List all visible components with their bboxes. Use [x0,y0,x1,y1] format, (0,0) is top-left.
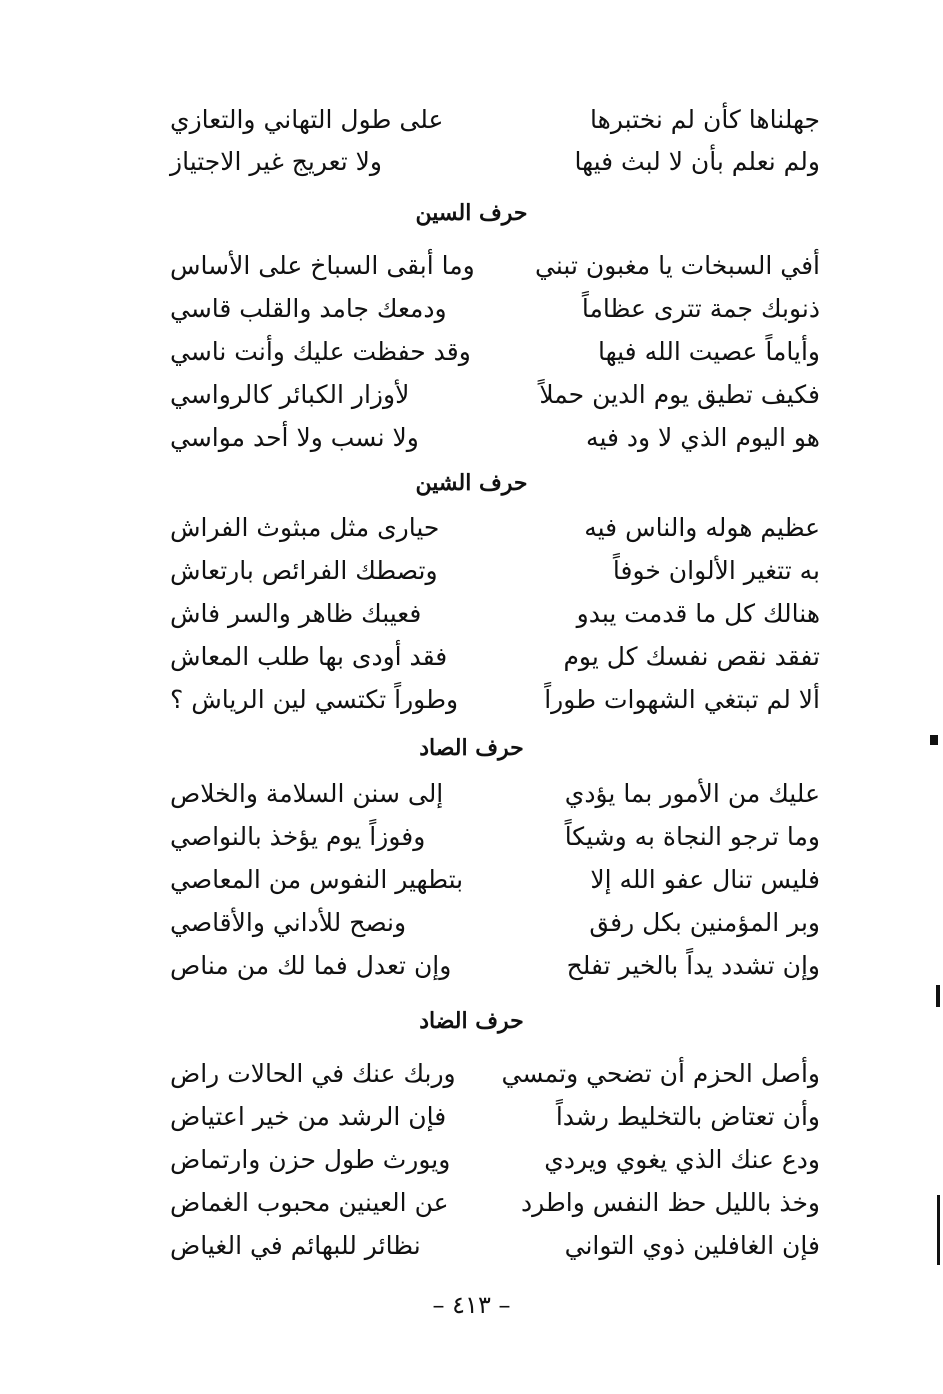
verse-line [170,289,820,329]
verse-line [170,594,820,634]
second-hemistich: على طول التهاني والتعازي [170,105,444,134]
second-hemistich: وما أبقى السباخ على الأساس [170,251,475,280]
verse-line [170,946,820,986]
first-hemistich: وما ترجو النجاة به وشيكاً [564,822,820,851]
second-hemistich: حيارى مثل مبثوث الفراش [170,513,440,542]
verse-line [170,1054,820,1094]
verse-line [170,375,820,415]
scan-edge-mark [930,735,938,745]
section-heading-seen: حرف السين [415,200,528,226]
second-hemistich: بتطهير النفوس من المعاصي [170,865,464,894]
first-hemistich: ودع عنك الذي يغوي ويردي [544,1145,820,1174]
verse-line [170,142,820,182]
second-hemistich: ولا تعريج غير الاجتياز [170,147,382,176]
second-hemistich: وقد حفظت عليك وأنت ناسي [170,337,471,366]
verse-line [170,551,820,591]
second-hemistich: ولا نسب ولا أحد مواسي [170,423,419,452]
second-hemistich: فعيبك ظاهر والسر فاش [170,599,422,628]
section-heading-daad: حرف الضاد [419,1008,524,1034]
scan-edge-mark [937,1195,940,1265]
verse-line [170,680,820,720]
second-hemistich: إلى سنن السلامة والخلاص [170,779,444,808]
second-hemistich: وفوزاً يوم يؤخذ بالنواصي [170,822,426,851]
verse-line [170,1140,820,1180]
verse-line [170,774,820,814]
verse-line [170,246,820,286]
first-hemistich: فليس تنال عفو الله إلا [590,865,820,894]
first-hemistich: ولم نعلم بأن لا لبث فيها [574,147,820,176]
verse-line [170,903,820,943]
first-hemistich: فإن الغافلين ذوي التواني [564,1231,820,1260]
second-hemistich: وربك عنك في الحالات راض [170,1059,456,1088]
verse-line [170,860,820,900]
verse-line [170,1226,820,1266]
first-hemistich: فكيف تطيق يوم الدين حملاً [539,380,820,409]
verse-line [170,1183,820,1223]
first-hemistich: عظيم هوله والناس فيه [584,513,820,542]
second-hemistich: نظائر للبهائم في الغياض [170,1231,421,1260]
second-hemistich: عن العينين محبوب الغماض [170,1188,449,1217]
second-hemistich: وتصطك الفرائص بارتعاش [170,556,438,585]
verse-line [170,332,820,372]
first-hemistich: وبر المؤمنين بكل رفق [589,908,820,937]
first-hemistich: وأن تعتاض بالتخليط رشداً [555,1102,820,1131]
verse-line [170,817,820,857]
section-heading-saad: حرف الصاد [419,735,524,761]
page-number: – ٤١٣ – [432,1291,511,1319]
verse-line [170,637,820,677]
first-hemistich: تفقد نقص نفسك كل يوم [563,642,820,671]
section-heading-sheen: حرف الشين [415,470,528,496]
first-hemistich: وأصل الحزم أن تضحي وتمسي [501,1059,820,1088]
first-hemistich: عليك من الأمور بما يؤدي [564,779,820,808]
first-hemistich: هنالك كل ما قدمت يبدو [576,599,820,628]
first-hemistich: جهلناها كأن لم نختبرها [590,105,820,134]
second-hemistich: ودمعك جامد والقلب قاسي [170,294,447,323]
second-hemistich: لأوزار الكبائر كالرواسي [170,380,410,409]
verse-line [170,418,820,458]
scan-edge-mark [936,985,940,1007]
first-hemistich: ذنوبك جمة تترى عظاماً [581,294,820,323]
verse-line [170,1097,820,1137]
verse-line [170,100,820,140]
second-hemistich: ويورث طول حزن وارتماض [170,1145,451,1174]
second-hemistich: فإن الرشد من خير اعتياض [170,1102,447,1131]
first-hemistich: هو اليوم الذي لا ود فيه [586,423,820,452]
second-hemistich: فقد أودى بها طلب المعاش [170,642,448,671]
second-hemistich: وإن تعدل فما لك من مناص [170,951,452,980]
first-hemistich: وأياماً عصيت الله فيها [597,337,820,366]
verse-line [170,508,820,548]
first-hemistich: وخذ بالليل حظ النفس واطرد [520,1188,820,1217]
second-hemistich: وطوراً تكتسي لين الرياش ؟ [170,685,459,714]
second-hemistich: ونصح للأداني والأقاصي [170,908,407,937]
first-hemistich: به تتغير الألوان خوفاً [612,556,820,585]
first-hemistich: أفي السبخات يا مغبون تبني [535,251,820,280]
first-hemistich: ألا لم تبتغي الشهوات طوراً [544,685,820,714]
first-hemistich: وإن تشدد يداً بالخير تفلح [566,951,820,980]
